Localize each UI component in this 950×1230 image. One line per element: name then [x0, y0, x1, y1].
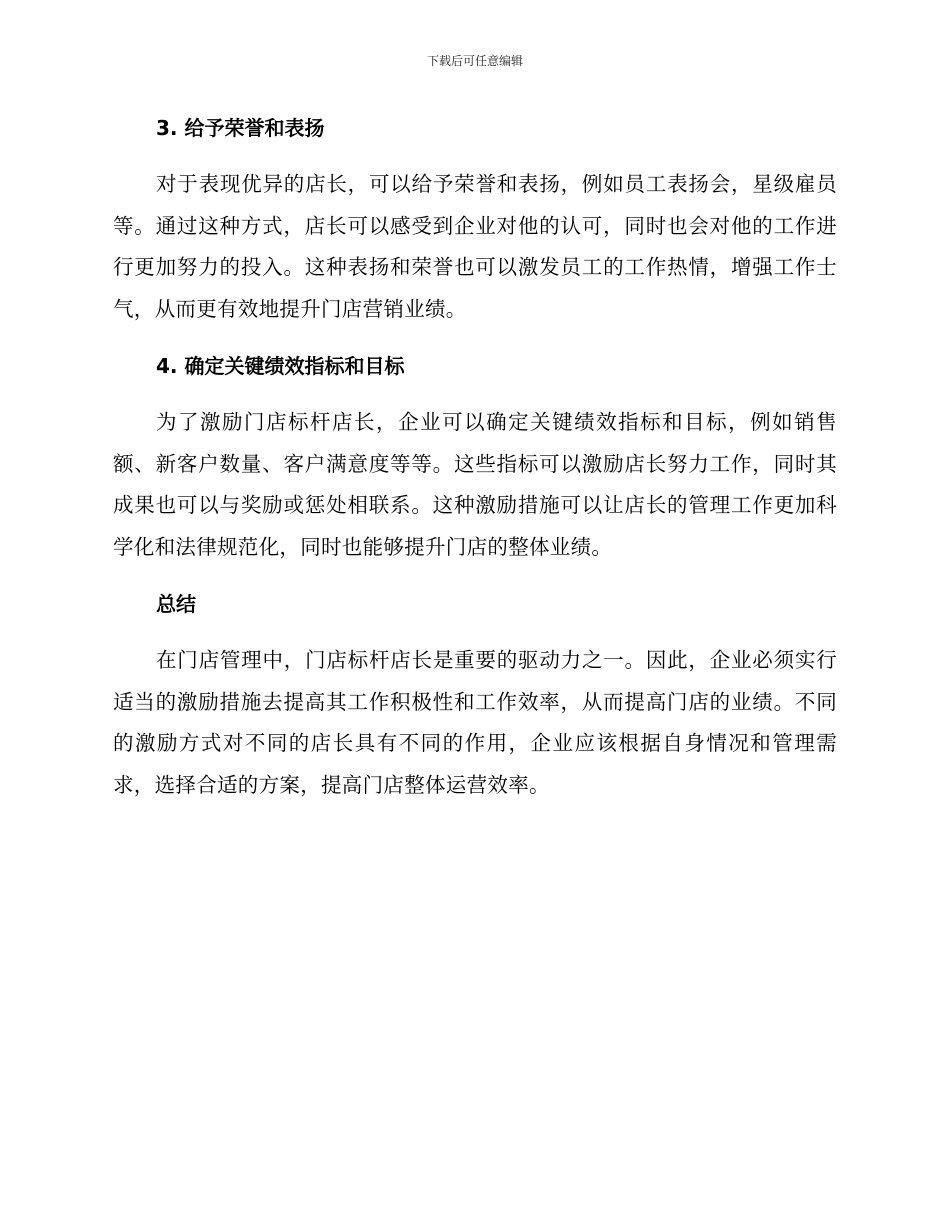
document-body [113, 110, 837, 824]
section-paragraph-kpi: 为了激励门店标杆店长，企业可以确定关键绩效指标和目标，例如销售额、新客户数量、客户满意度等等。这些指标可以激励店长努力工作，同时其成果也可以与奖励或惩处相联系。这种激励措施可以让店长的管理工作更加科学化和法律规范化，同时也能够提升门店的整体业绩。 [113, 410, 837, 559]
header-note: 下载后可任意编辑 [426, 54, 523, 68]
section-paragraph-honor: 对于表现优异的店长，可以给予荣誉和表扬，例如员工表扬会，星级雇员等。通过这种方式，店长可以感受到企业对他的认可，同时也会对他的工作进行更加努力的投入。这种表扬和荣誉也可以激发员工的工作热情，增强工作士气，从而更有效地提升门店营销业绩。 [113, 172, 837, 321]
section-heading-kpi: 4. 确定关键绩效指标和目标 [156, 354, 405, 378]
section-heading-summary: 总结 [156, 592, 196, 616]
section-paragraph-summary: 在门店管理中，门店标杆店长是重要的驱动力之一。因此，企业必须实行适当的激励措施去提高其工作积极性和工作效率，从而提高门店的业绩。不同的激励方式对不同的店长具有不同的作用，企业应该根据自身情况和管理需求，选择合适的方案，提高门店整体运营效率。 [113, 648, 837, 797]
section-heading-honor: 3. 给予荣誉和表扬 [156, 116, 325, 140]
